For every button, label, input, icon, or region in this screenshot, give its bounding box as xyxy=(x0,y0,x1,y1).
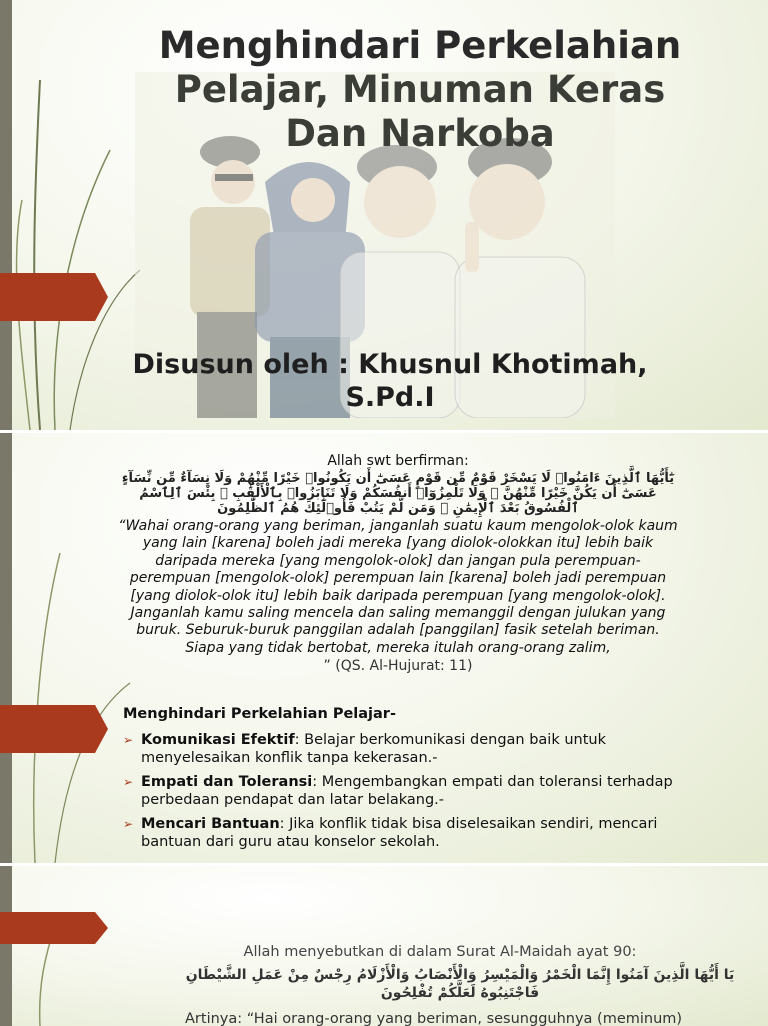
point-term: Mencari Bantuan xyxy=(141,816,280,832)
section-heading: Menghindari Perkelahian Pelajar- xyxy=(123,706,396,722)
list-item xyxy=(123,731,683,767)
author-line: Disusun oleh : Khusnul Khotimah, xyxy=(132,349,648,380)
title-line: Dan Narkoba xyxy=(285,112,555,155)
slide-marker xyxy=(0,705,108,753)
arrow-bullet-icon: ➢ xyxy=(123,817,134,831)
verse-intro: Allah swt berfirman: xyxy=(327,453,469,469)
slide-marker xyxy=(0,273,108,321)
point-text: : Jika konflik tidak bisa diselesaikan sendiri, mencari bantuan dari guru atau konselor sekolah. xyxy=(141,816,658,850)
author-line: S.Pd.I xyxy=(345,382,435,413)
list-item xyxy=(123,773,683,809)
title-line: Menghindari Perkelahian xyxy=(158,24,682,67)
slide-title xyxy=(0,0,768,430)
list-item xyxy=(123,815,683,851)
slide-content-2 xyxy=(0,866,768,1026)
grass-decoration xyxy=(0,866,150,1026)
slide-marker xyxy=(0,912,108,944)
point-text: : Mengembangkan empati dan toleransi terhadap perbedaan pendapat dan latar belakang.- xyxy=(141,774,673,808)
verse-translation: Artinya: “Hai orang-orang yang beriman, sesungguhnya (meminum) xyxy=(185,1011,683,1026)
point-term: Komunikasi Efektif xyxy=(141,732,295,748)
title-line: Pelajar, Minuman Keras xyxy=(174,68,666,111)
verse-reference: ” (QS. Al-Hujurat: 11) xyxy=(323,658,473,675)
arabic-verse: يَٰٓأَيُّهَا ٱلَّذِينَ ءَامَنُوا۟ لَا يَسْخَرْ قَوْمٌ مِّن قَوْمٍ عَسَىٰٓ أَن يَكُونُوا۟ خَيْرًا مِّنْهُمْ وَلَا نِسَآءٌ مِّن نِّسَآءٍ عَسَىٰٓ أَن يَكُنَّ خَيْرًا مِّنْهُنَّ ۖ وَلَا تَلْمِزُوٓا۟ أَنفُسَكُمْ وَلَا تَنَابَزُوا۟ بِٱلْأَلْقَٰبِ ۖ بِئْسَ ٱلِٱسْمُ ٱلْفُسُوقُ بَعْدَ ٱلْإِيمَٰنِ ۚ وَمَن لَّمْ يَتُبْ فَأُو۟لَٰٓئِكَ هُمُ ٱلظَّٰلِمُونَ xyxy=(121,471,675,516)
point-text: : Belajar berkomunikasi dengan baik untuk menyelesaikan konflik tanpa kekerasan.- xyxy=(141,732,606,766)
arabic-verse: يَا أَيُّهَا الَّذِينَ آمَنُوا إِنَّمَا الْخَمْرُ وَالْمَيْسِرُ وَالْأَنْصَابُ وَالْأَزْلَامُ رِجْسٌ مِنْ عَمَلِ الشَّيْطَانِ فَاجْتَنِبُوهُ لَعَلَّكُمْ تُفْلِحُونَ xyxy=(185,967,735,1001)
arrow-bullet-icon: ➢ xyxy=(123,733,134,747)
author-credit xyxy=(110,348,670,414)
verse-block xyxy=(118,453,678,675)
slide-content xyxy=(0,433,768,863)
point-term: Empati dan Toleransi xyxy=(141,774,313,790)
page-title xyxy=(100,24,740,156)
verse-intro: Allah menyebutkan di dalam Surat Al-Maidah ayat 90: xyxy=(243,944,637,960)
verse-translation: “Wahai orang-orang yang beriman, janganlah suatu kaum mengolok-olok kaum yang lain [karena] boleh jadi mereka [yang diolok-olokkan itu] lebih baik daripada mereka [yang mengolok-olok] dan jangan pula perempuan-perempuan [mengolok-olok] perempuan lain [karena] boleh jadi perempuan [yang diolok-olok itu] lebih baik daripada perempuan [yang mengolok-olok]. Janganlah kamu saling mencela dan saling memanggil dengan julukan yang buruk. Seburuk-buruk panggilan adalah [panggilan] fasik setelah beriman. Siapa yang tidak bertobat, mereka itulah orang-orang zalim, xyxy=(118,518,678,656)
tips-list xyxy=(123,731,683,857)
arrow-bullet-icon: ➢ xyxy=(123,775,134,789)
